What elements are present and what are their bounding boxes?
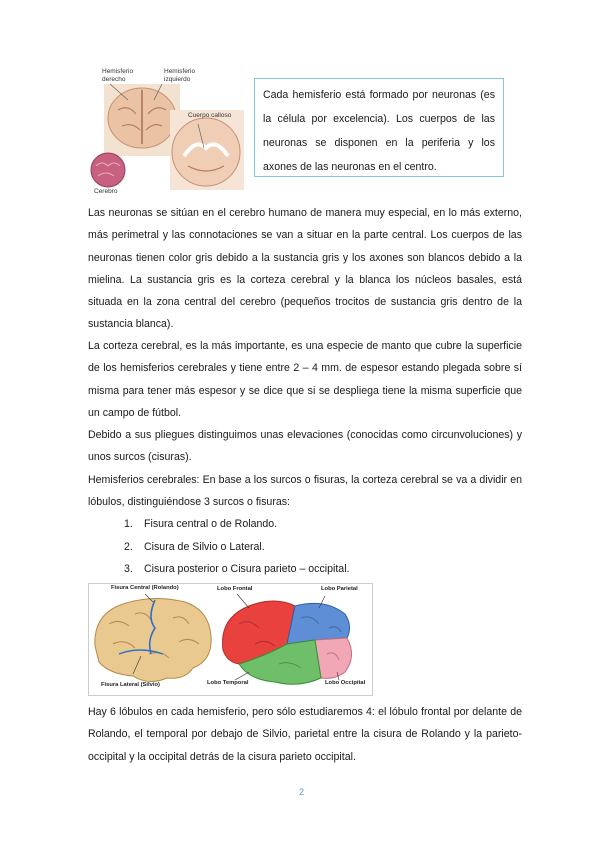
hemispheres-illustration [88, 66, 248, 198]
lateral-fissure-label: Fisura Lateral (Silvio) [101, 682, 160, 688]
paragraph-neurons-location: Las neuronas se sitúan en el cerebro humano de manera muy especial, en lo más externo, más perimetral y las connotaciones se van a situar en la parte central. Los cuerpos de las neuronas tienen color gris debido a la sustancia gris y los axones son blancos debido a la mielina. La sustancia gris es la corteza cerebral y la blanca los núcleos basales, está situada en la zona central del cerebro (pequeños trocitos de sustancia gris dentro de la sustancia blanca). [88, 207, 522, 331]
frontal-lobe-label: Lobo Frontal [217, 586, 253, 592]
brain-label: Cerebro [94, 188, 118, 195]
corpus-callosum-label: Cuerpo calloso [188, 112, 232, 119]
list-number: 2. [124, 541, 133, 553]
list-text: Fisura central o de Rolando. [144, 518, 278, 530]
list-item [124, 517, 277, 531]
temporal-lobe-label: Lobo Temporal [207, 680, 249, 686]
hemispheres-figure [88, 66, 248, 198]
right-hemisphere-label: Hemisferio derecho [102, 68, 134, 83]
left-hemisphere-label: Hemisferio izquierdo [164, 68, 196, 83]
page-number: 2 [298, 787, 304, 797]
paragraph-folds: Debido a sus pliegues distinguimos unas elevaciones (conocidas como circunvoluciones) y unos surcos (cisuras). [88, 429, 522, 464]
brain-lobes-illustration [89, 584, 372, 695]
parietal-lobe-label: Lobo Parietal [321, 586, 358, 592]
central-fissure-label: Fisura Central (Rolando) [111, 585, 179, 591]
paragraph-cerebral-cortex: La corteza cerebral, es la más importante, es una especie de manto que cubre la superficie de los hemisferios cerebrales y tiene entre 2 – 4 mm. de espesor estando plegada sobre sí misma para tener más espesor y se dice que si se despliega tiene la misma superficie que un campo de fútbol. [88, 340, 522, 419]
list-number: 3. [124, 563, 133, 575]
neurons-callout: Cada hemisferio está formado por neuronas (es la célula por excelencia). Los cuerpos de las neuronas se disponen en la periferia y los axones de las neuronas en el centro. [254, 78, 504, 177]
brain-lobes-figure [88, 583, 373, 696]
paragraph-hemispheres: Hemisferios cerebrales: En base a los surcos o fisuras, la corteza cerebral se va a dividir en lóbulos, distinguiéndose 3 surcos o fisuras: [88, 474, 522, 509]
list-number: 1. [124, 518, 133, 530]
list-item [124, 540, 265, 554]
list-text: Cisura posterior o Cisura parieto – occipital. [144, 563, 350, 575]
list-text: Cisura de Silvio o Lateral. [144, 541, 265, 553]
occipital-lobe-label: Lobo Occipital [325, 680, 366, 686]
list-item [124, 562, 350, 576]
paragraph-lobes: Hay 6 lóbulos en cada hemisferio, pero sólo estudiaremos 4: el lóbulo frontal por delante de Rolando, el temporal por debajo de Silvio, parietal entre la cisura de Rolando y la parieto-occipital y la occipital detrás de la cisura parieto occipital. [88, 706, 522, 763]
